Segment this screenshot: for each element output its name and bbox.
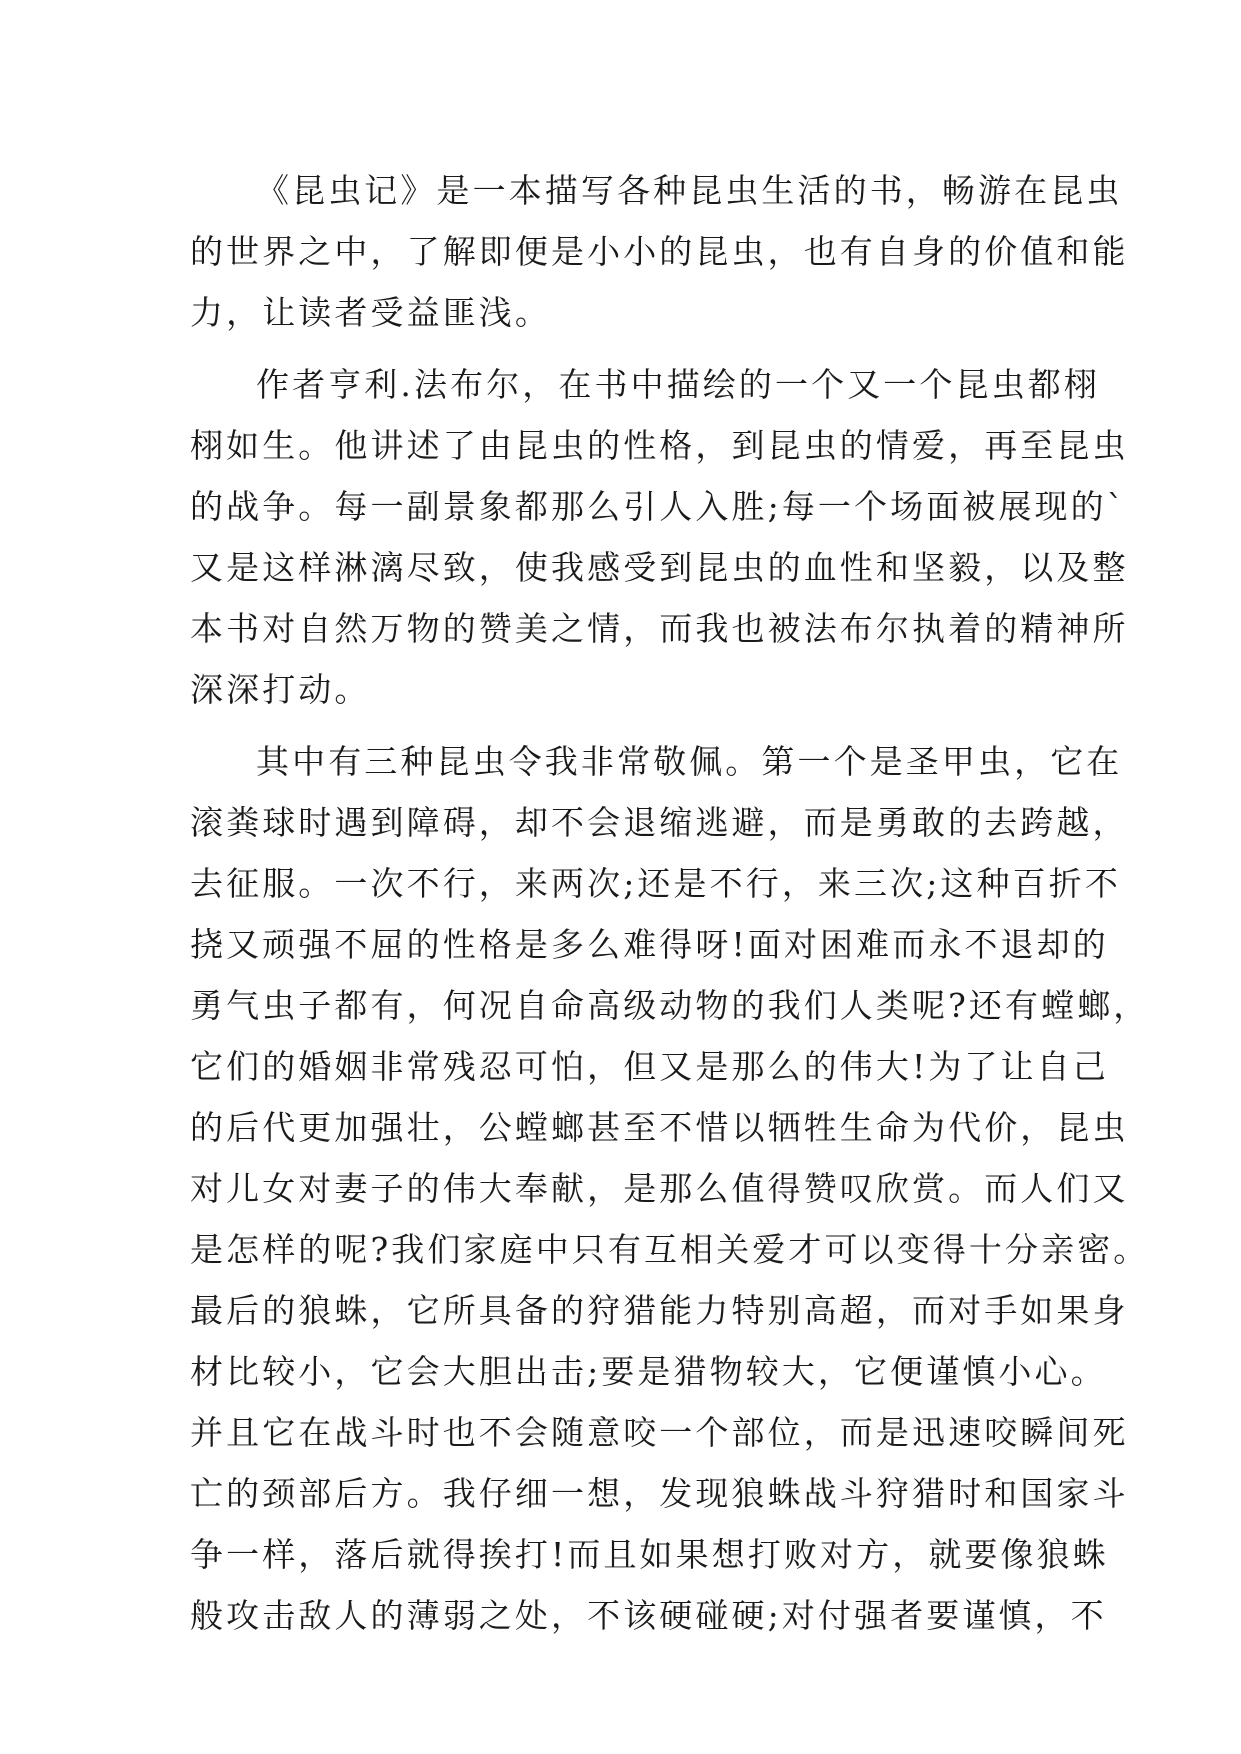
text-line: 滚粪球时遇到障碍，却不会退缩逃避，而是勇敢的去跨越， [190, 803, 1129, 842]
text-line: 力，让读者受益匪浅。 [190, 293, 551, 332]
text-line: 挠又顽强不屈的性格是多么难得呀!面对困难而永不退却的 [190, 925, 1109, 964]
text-line: 它们的婚姻非常残忍可怕，但又是那么的伟大!为了让自己 [190, 1047, 1109, 1086]
text-line: 其中有三种昆虫令我非常敬佩。第一个是圣甲虫，它在 [256, 742, 1123, 781]
text-line: 并且它在战斗时也不会随意咬一个部位，而是迅速咬瞬间死 [190, 1413, 1129, 1452]
paragraph-author [190, 354, 1129, 720]
text-line: 最后的狼蛛，它所具备的狩猎能力特别高超，而对手如果身 [190, 1291, 1129, 1330]
text-line: 的世界之中，了解即便是小小的昆虫，也有自身的价值和能 [190, 232, 1129, 271]
text-line: 《昆虫记》是一本描写各种昆虫生活的书，畅游在昆虫 [256, 171, 1123, 210]
text-line: 栩如生。他讲述了由昆虫的性格，到昆虫的情爱，再至昆虫 [190, 426, 1129, 465]
text-line: 般攻击敌人的薄弱之处，不该硬碰硬;对付强者要谨慎，不 [190, 1596, 1107, 1635]
text-line: 作者亨利.法布尔，在书中描绘的一个又一个昆虫都栩 [256, 365, 1100, 404]
text-line: 本书对自然万物的赞美之情，而我也被法布尔执着的精神所 [190, 609, 1129, 648]
text-line: 又是这样淋漓尽致，使我感受到昆虫的血性和坚毅，以及整 [190, 548, 1129, 587]
text-line: 材比较小，它会大胆出击;要是猎物较大，它便谨慎小心。 [190, 1352, 1107, 1391]
text-line: 是怎样的呢?我们家庭中只有互相关爱才可以变得十分亲密。 [190, 1230, 1150, 1269]
text-line: 勇气虫子都有，何况自命高级动物的我们人类呢?还有螳螂， [190, 986, 1150, 1025]
document-page [190, 160, 1150, 1646]
text-line: 的战争。每一副景象都那么引人入胜;每一个场面被展现的` [190, 487, 1127, 526]
text-line: 去征服。一次不行，来两次;还是不行，来三次;这种百折不 [190, 864, 1121, 903]
paragraph-intro [190, 160, 1129, 343]
text-line: 对儿女对妻子的伟大奉献，是那么值得赞叹欣赏。而人们又 [190, 1169, 1129, 1208]
text-line: 争一样，落后就得挨打!而且如果想打败对方，就要像狼蛛 [190, 1535, 1109, 1574]
text-line: 的后代更加强壮，公螳螂甚至不惜以牺牲生命为代价，昆虫 [190, 1108, 1129, 1147]
text-line: 亡的颈部后方。我仔细一想，发现狼蛛战斗狩猎时和国家斗 [190, 1474, 1129, 1513]
text-line: 深深打动。 [190, 670, 371, 709]
paragraph-three-insects [190, 731, 1150, 1646]
